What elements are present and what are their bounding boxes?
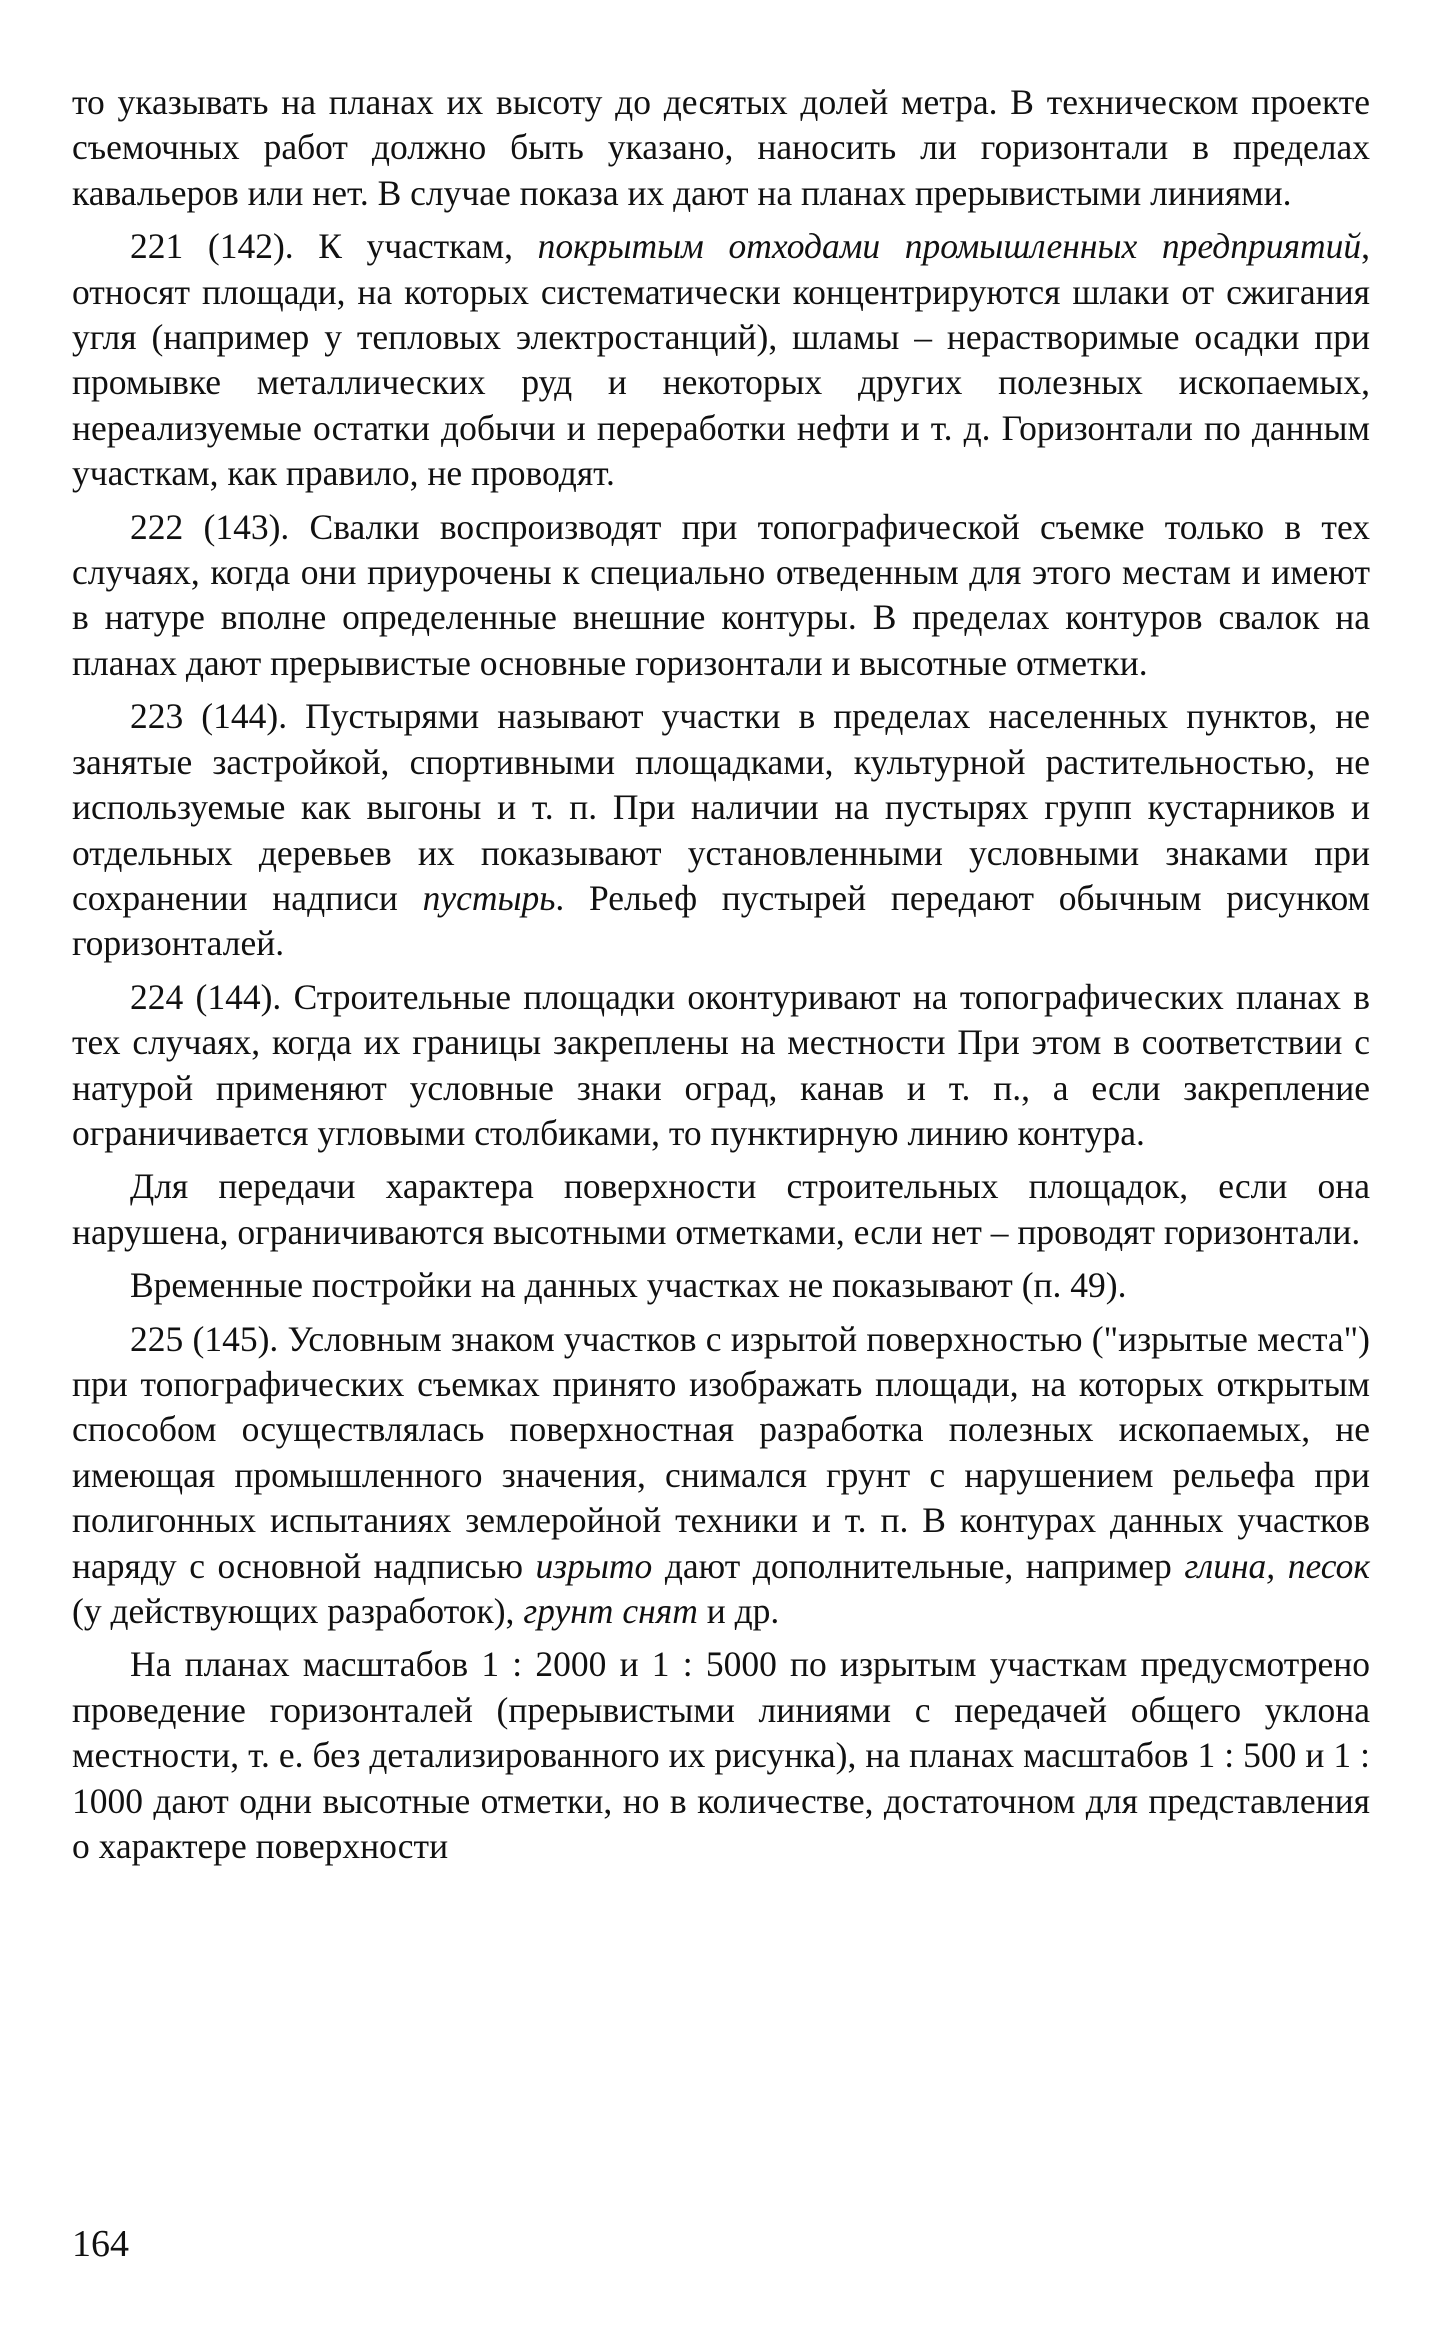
paragraph-225-scales bbox=[72, 1642, 1370, 1869]
body-text: 223 (144). Пустырями называют участки в пределах населенных пунктов, не занятые застройкой, спортивными площадками, культурной растительностью, не используемые как выгоны и т. п. При наличии на пустырях групп кустарников и отдельных деревьев их показывают установленными условными знаками при сохранении надписи bbox=[72, 696, 1370, 918]
emphasis-text: глина, песок bbox=[1184, 1545, 1370, 1586]
page-body bbox=[72, 80, 1370, 1869]
paragraph-continuation bbox=[72, 80, 1370, 216]
body-text: К участкам, bbox=[293, 226, 538, 267]
body-text: Для передачи характера поверхности строительных площадок, если она нарушена, ограничиваются высотными отметками, если нет – проводят горизонтали. bbox=[72, 1166, 1370, 1252]
body-text: На планах масштабов 1 : 2000 и 1 : 5000 по изрытым участкам предусмотрено проведение горизонталей (прерывистыми линиями с передачей общего уклона местности, т. е. без детализированного их рисунка), на планах масштабов 1 : 500 и 1 : 1000 дают одни высотные отметки, но в количестве, достаточном для представления о характере поверхности bbox=[72, 1644, 1370, 1867]
body-text: дают дополнительные, например bbox=[652, 1545, 1185, 1586]
body-text: . Рельеф пустырей передают обычным рисунком горизонталей. bbox=[72, 877, 1370, 964]
paragraph-224-sites bbox=[72, 1164, 1370, 1255]
body-text: Временные постройки на данных участках не показывают (п. 49). bbox=[130, 1265, 1127, 1306]
body-text: , относят площади, на которых систематически концентрируются шлаки от сжигания угля (например у тепловых электростанций), шламы – нерастворимые осадки при промывке металлических руд и некоторых других полезных ископаемых, нереализуемые остатки добычи и переработки нефти и т. д. Горизонтали по данным участкам, как правило, не проводят. bbox=[72, 226, 1370, 494]
body-text: 222 (143). Свалки воспроизводят при топографической съемке только в тех случаях, когда они приурочены к специально отведенным для этого местам и имеют в натуре вполне определенные внешние контуры. В пределах контуров свалок на планах дают прерывистые основные горизонтали и высотные отметки. bbox=[72, 506, 1370, 683]
paragraph-225 bbox=[72, 1317, 1370, 1635]
emphasis-text: пустырь bbox=[422, 877, 556, 918]
body-text: 221 (142). bbox=[130, 226, 294, 267]
emphasis-text: покрытым отходами промышленных предприятий bbox=[537, 226, 1362, 267]
paragraph-224-temporary bbox=[72, 1263, 1370, 1308]
body-text: то указывать на планах их высоту до десятых долей метра. В техническом проекте съемочных работ должно быть указано, наносить ли горизонтали в пределах кавальеров или нет. В случае показа их дают на планах прерывистыми линиями. bbox=[72, 82, 1370, 213]
body-text: и др. bbox=[697, 1591, 780, 1631]
paragraph-221 bbox=[72, 224, 1370, 496]
body-text: (у действующих разработок), bbox=[72, 1591, 524, 1631]
page-number: 164 bbox=[72, 2223, 129, 2265]
emphasis-text: изрыто bbox=[535, 1545, 653, 1586]
paragraph-222 bbox=[72, 505, 1370, 687]
paragraph-224 bbox=[72, 975, 1370, 1157]
paragraph-223 bbox=[72, 694, 1370, 966]
emphasis-text: грунт снят bbox=[523, 1591, 698, 1631]
body-text: 224 (144). Строительные площадки оконтуривают на топографических планах в тех случаях, когда их границы закреплены на местности При этом в соответствии с натурой применяют условные знаки оград, канав и т. п., а если закрепление ограничивается угловыми столбиками, то пунктирную линию контура. bbox=[72, 976, 1370, 1153]
body-text: 225 (145). Условным знаком участков с изрытой поверхностью ("изрытые места") при топографических съемках принято изображать площади, на которых открытым способом осуществлялась поверхностная разработка полезных ископаемых, не имеющая промышленного значения, снимался грунт с нарушением рельефа при полигонных испытаниях землеройной техники и т. п. В контурах данных участков наряду с основной надписью bbox=[72, 1318, 1370, 1586]
